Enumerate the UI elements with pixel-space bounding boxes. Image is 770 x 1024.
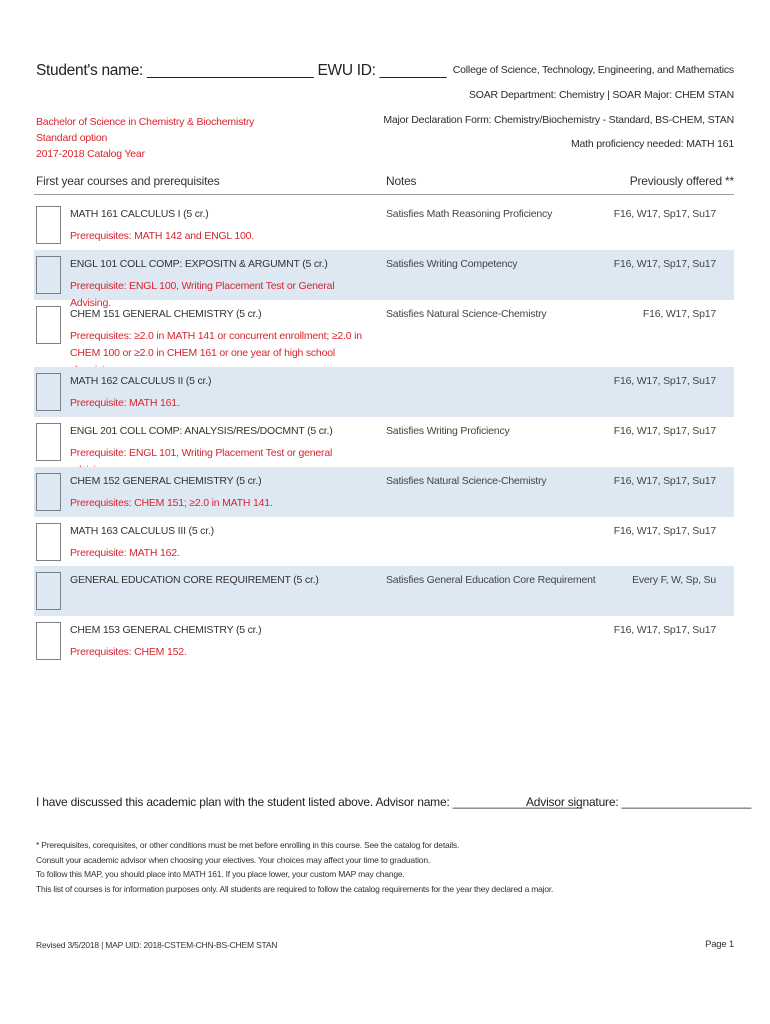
course-title: MATH 162 CALCULUS II (5 cr.) [70, 375, 212, 387]
course-offered-terms: F16, W17, Sp17, Su17 [613, 624, 716, 636]
footnote: To follow this MAP, you should place into MATH 161. If you place lower, your custom MAP may change. [36, 869, 405, 879]
notes-column-header: Notes [386, 174, 417, 188]
course-checkbox[interactable] [36, 206, 61, 244]
advisor-signature: Advisor signature: ____________________ [526, 795, 752, 809]
course-prerequisites: Prerequisites: MATH 142 and ENGL 100. [70, 230, 255, 242]
course-title: ENGL 101 COLL COMP: EXPOSITN & ARGUMNT (5 cr.) [70, 258, 328, 270]
course-row [34, 417, 734, 467]
course-offered-terms: F16, W17, Sp17, Su17 [613, 375, 716, 387]
student-name-line: Student's name: ____________________ EWU ID: ________ [36, 62, 447, 79]
math-proficiency: Math proficiency needed: MATH 161 [570, 138, 734, 150]
course-checkbox[interactable] [36, 622, 61, 660]
course-title: GENERAL EDUCATION CORE REQUIREMENT (5 cr.) [70, 574, 319, 586]
course-row [34, 517, 734, 566]
course-checkbox[interactable] [36, 473, 61, 511]
course-notes: Satisfies Writing Proficiency [386, 425, 510, 437]
footnote: * Prerequisites, corequisites, or other conditions must be met before enrolling in this course. See the catalog for details. [36, 840, 460, 850]
header-divider [34, 194, 734, 195]
course-offered-terms: F16, W17, Sp17, Su17 [613, 208, 716, 220]
course-offered-terms: F16, W17, Sp17 [642, 308, 716, 320]
course-title: CHEM 151 GENERAL CHEMISTRY (5 cr.) [70, 308, 262, 320]
course-row [34, 616, 734, 666]
advisor-statement: I have discussed this academic plan with the student listed above. Advisor name: ____________________ [36, 795, 583, 809]
catalog-year: 2017-2018 Catalog Year [36, 148, 145, 160]
footnote: This list of courses is for information purposes only. All students are required to follow the catalog requirements for the year they declared a major. [36, 883, 554, 894]
degree-title: Bachelor of Science in Chemistry & Biochemistry [36, 116, 255, 128]
course-offered-terms: F16, W17, Sp17, Su17 [613, 425, 716, 437]
course-row [34, 250, 734, 309]
course-prerequisites: Prerequisites: CHEM 151; ≥2.0 in MATH 141. [70, 497, 273, 509]
course-row [34, 467, 734, 517]
course-checkbox[interactable] [36, 423, 61, 461]
course-notes: Satisfies General Education Core Requirement [386, 574, 596, 586]
course-checkbox[interactable] [36, 523, 61, 561]
footnotes [36, 838, 553, 896]
course-row [34, 200, 734, 250]
major-declaration: Major Declaration Form: Chemistry/Biochemistry - Standard, BS-CHEM, STAN [383, 114, 734, 126]
course-notes: Satisfies Natural Science-Chemistry [386, 475, 547, 487]
course-offered-terms: F16, W17, Sp17, Su17 [613, 475, 716, 487]
course-offered-terms: Every F, W, Sp, Su [632, 574, 716, 586]
course-notes: Satisfies Writing Competency [386, 258, 518, 270]
college-name: College of Science, Technology, Engineering, and Mathematics [452, 64, 734, 76]
course-checkbox[interactable] [36, 256, 61, 294]
course-prerequisites: Prerequisite: MATH 161. [70, 397, 180, 409]
course-offered-terms: F16, W17, Sp17, Su17 [613, 525, 716, 537]
course-prerequisites: Prerequisite: MATH 162. [70, 547, 180, 559]
degree-option: Standard option [36, 132, 108, 144]
course-checkbox[interactable] [36, 572, 61, 610]
course-row [34, 367, 734, 417]
course-prerequisites: Prerequisite: ENGL 100, Writing Placement Test or General Advising. [70, 280, 335, 309]
course-checkbox[interactable] [36, 306, 61, 344]
footnote: Consult your academic advisor when choosing your electives. Your choices may affect your time to graduation. [36, 854, 431, 865]
revision-info: Revised 3/5/2018 | MAP UID: 2018-CSTEM-CHN-BS-CHEM STAN [36, 940, 278, 950]
course-notes: Satisfies Natural Science-Chemistry [386, 308, 547, 320]
courses-column-header: First year courses and prerequisites [36, 174, 220, 188]
course-title: MATH 163 CALCULUS III (5 cr.) [70, 525, 214, 537]
course-row [34, 566, 734, 616]
course-row [34, 300, 734, 367]
course-title: MATH 161 CALCULUS I (5 cr.) [70, 208, 209, 220]
course-prerequisites: Prerequisites: CHEM 152. [70, 646, 187, 658]
offered-column-header: Previously offered ** [629, 174, 734, 188]
soar-info: SOAR Department: Chemistry | SOAR Major: CHEM STAN [468, 89, 734, 101]
course-offered-terms: F16, W17, Sp17, Su17 [613, 258, 716, 270]
course-title: ENGL 201 COLL COMP: ANALYSIS/RES/DOCMNT (5 cr.) [70, 425, 333, 437]
page-number: Page 1 [705, 939, 734, 950]
course-prerequisites: Prerequisite: ENGL 101, Writing Placement Test or general [70, 447, 333, 459]
course-checkbox[interactable] [36, 373, 61, 411]
course-notes: Satisfies Math Reasoning Proficiency [386, 208, 553, 220]
course-title: CHEM 153 GENERAL CHEMISTRY (5 cr.) [70, 624, 262, 636]
degree-block [36, 114, 254, 162]
course-title: CHEM 152 GENERAL CHEMISTRY (5 cr.) [70, 475, 262, 487]
course-prerequisites: Prerequisites: ≥2.0 in MATH 141 or concurrent enrollment; ≥2.0 in CHEM 100 or ≥2.0 in CHEM 161 or one year of high school [70, 330, 362, 359]
